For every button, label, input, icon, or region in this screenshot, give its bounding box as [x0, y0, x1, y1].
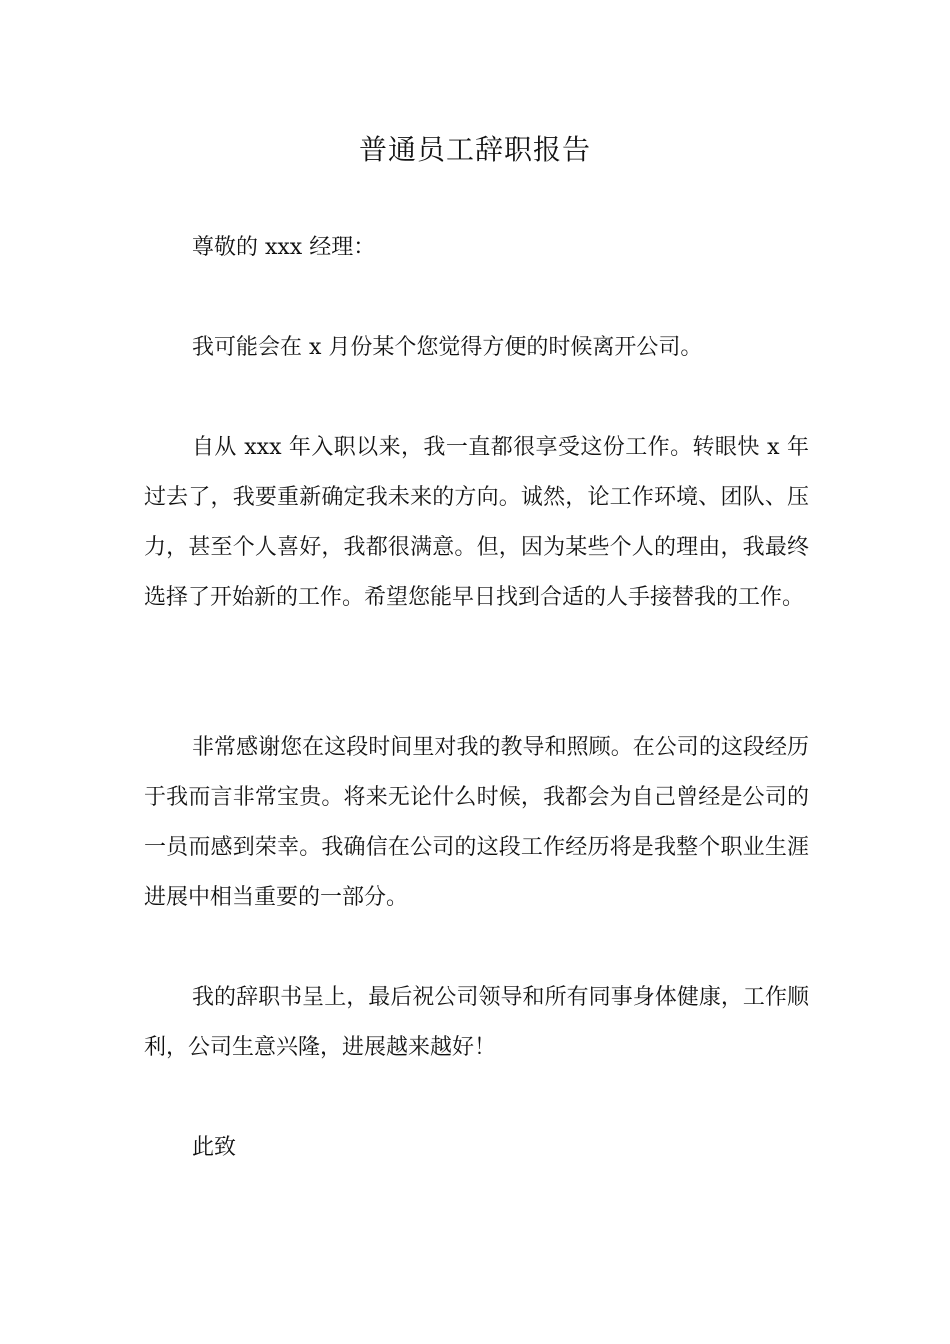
document-title: 普通员工辞职报告: [358, 133, 591, 166]
paragraph-wishes: 我的辞职书呈上，最后祝公司领导和所有同事身体健康，工作顺利，公司生意兴隆，进展越来越好！: [144, 985, 809, 1060]
closing: 此致: [192, 1135, 237, 1160]
paragraph-gratitude: 非常感谢您在这段时间里对我的教导和照顾。在公司的这段经历于我而言非常宝贵。将来无论什么时候，我都会为自己曾经是公司的一员而感到荣幸。我确信在公司的这段工作经历将是我整个职业生涯进展中相当重要的一部分。: [144, 735, 809, 910]
paragraph-leave-date: 我可能会在 x 月份某个您觉得方便的时候离开公司。: [192, 335, 703, 360]
paragraph-reason: 自从 xxx 年入职以来，我一直都很享受这份工作。转眼快 x 年过去了，我要重新确定我未来的方向。诚然，论工作环境、团队、压力，甚至个人喜好，我都很满意。但，因为某些个人的理由，我最终选择了开始新的工作。希望您能早日找到合适的人手接替我的工作。: [144, 435, 809, 610]
salutation: 尊敬的 xxx 经理：: [192, 235, 376, 260]
